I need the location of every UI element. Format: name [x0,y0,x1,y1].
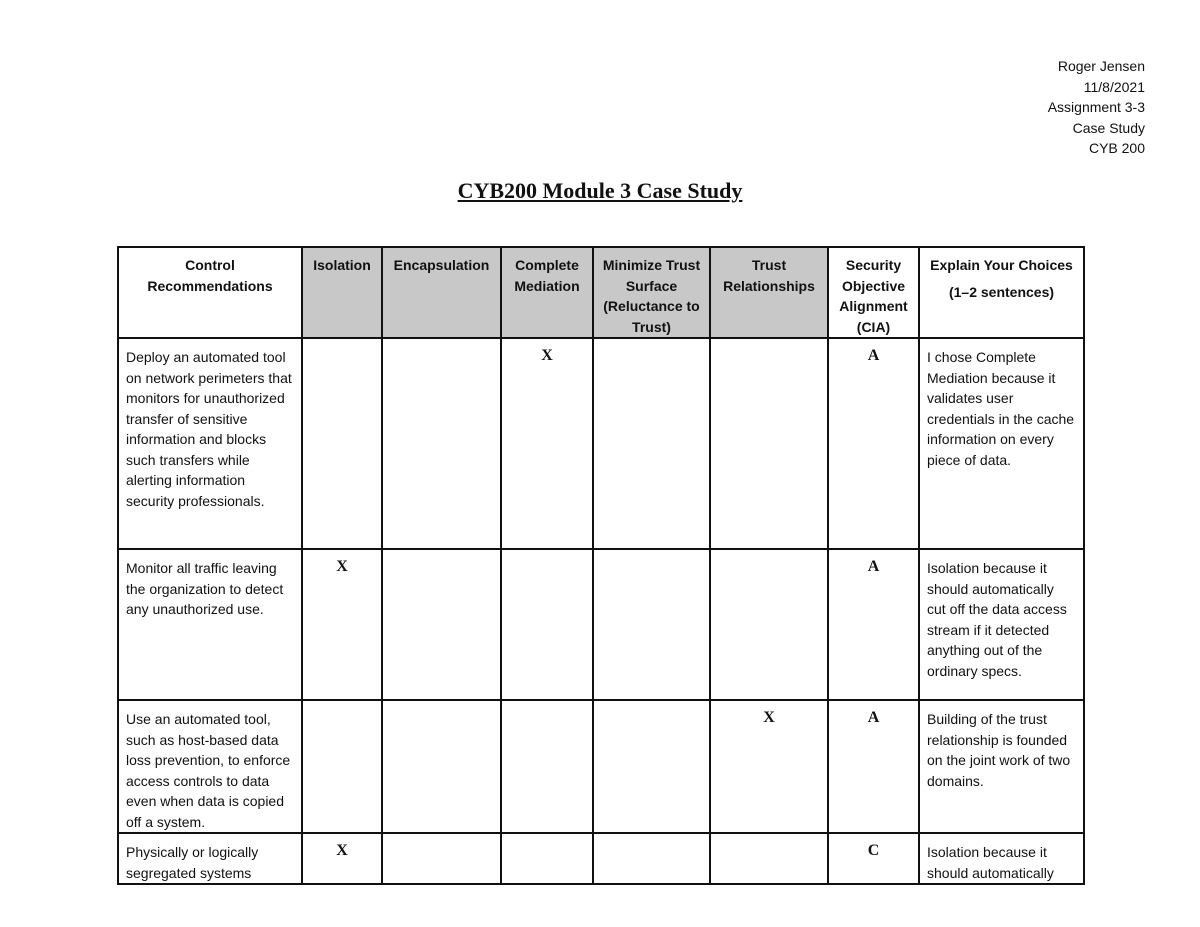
header-explain-subtitle: (1–2 sentences) [948,283,1055,300]
page-title: CYB200 Module 3 Case Study [457,178,743,203]
encapsulation-cell [382,700,501,833]
header-trust-relationships: Trust Relationships [710,247,828,338]
control-cell: Monitor all traffic leaving the organization to detect any unauthorized use. [118,549,302,700]
header-explain-choices [919,247,1084,338]
case-study-table [117,246,1085,885]
assignment-label: Assignment 3-3 [1047,99,1145,116]
minimize-trust-cell [593,338,710,549]
course-code: CYB 200 [1088,140,1145,157]
table-row [118,338,1084,549]
table-row [118,833,1084,884]
encapsulation-cell [382,833,501,884]
table-header-row [118,247,1084,338]
explain-cell: I chose Complete Mediation because it validates user credentials in the cache information on every piece of data. [919,338,1084,549]
cia-cell: A [828,549,919,700]
explain-cell: Isolation because it should automatically [919,833,1084,884]
header-explain-title: Explain Your Choices [930,257,1073,273]
complete-mediation-cell [501,549,593,700]
encapsulation-cell [382,338,501,549]
cia-cell: A [828,700,919,833]
cia-cell: C [828,833,919,884]
complete-mediation-cell: X [501,338,593,549]
minimize-trust-cell [593,700,710,833]
complete-mediation-cell [501,833,593,884]
trust-relationships-cell [710,338,828,549]
minimize-trust-cell [593,549,710,700]
control-cell: Use an automated tool, such as host-based data loss prevention, to enforce access controls to data even when data is copied off a system. [118,700,302,833]
header-control-recommendations: Control Recommendations [118,247,302,338]
header-minimize-trust-surface: Minimize Trust Surface (Reluctance to Trust) [593,247,710,338]
header-encapsulation: Encapsulation [382,247,501,338]
document-type: Case Study [1072,119,1145,136]
isolation-cell: X [302,549,382,700]
table-row [118,700,1084,833]
trust-relationships-cell [710,833,828,884]
complete-mediation-cell [501,700,593,833]
header-complete-mediation: Complete Mediation [501,247,593,338]
trust-relationships-cell: X [710,700,828,833]
minimize-trust-cell [593,833,710,884]
explain-cell: Building of the trust relationship is founded on the joint work of two domains. [919,700,1084,833]
author-header [1048,56,1145,159]
submission-date: 11/8/2021 [1083,78,1145,95]
table-row [118,549,1084,700]
author-name: Roger Jensen [1057,58,1145,74]
encapsulation-cell [382,549,501,700]
cia-cell: A [828,338,919,549]
control-cell: Deploy an automated tool on network perimeters that monitors for unauthorized transfer of sensitive information and blocks such transfers while alerting information security professionals. [118,338,302,549]
control-cell: Physically or logically segregated systems [118,833,302,884]
isolation-cell [302,338,382,549]
trust-relationships-cell [710,549,828,700]
explain-cell: Isolation because it should automatically cut off the data access stream if it detected anything out of the ordinary specs. [919,549,1084,700]
header-isolation: Isolation [302,247,382,338]
isolation-cell: X [302,833,382,884]
isolation-cell [302,700,382,833]
header-security-objective: Security Objective Alignment (CIA) [828,247,919,338]
